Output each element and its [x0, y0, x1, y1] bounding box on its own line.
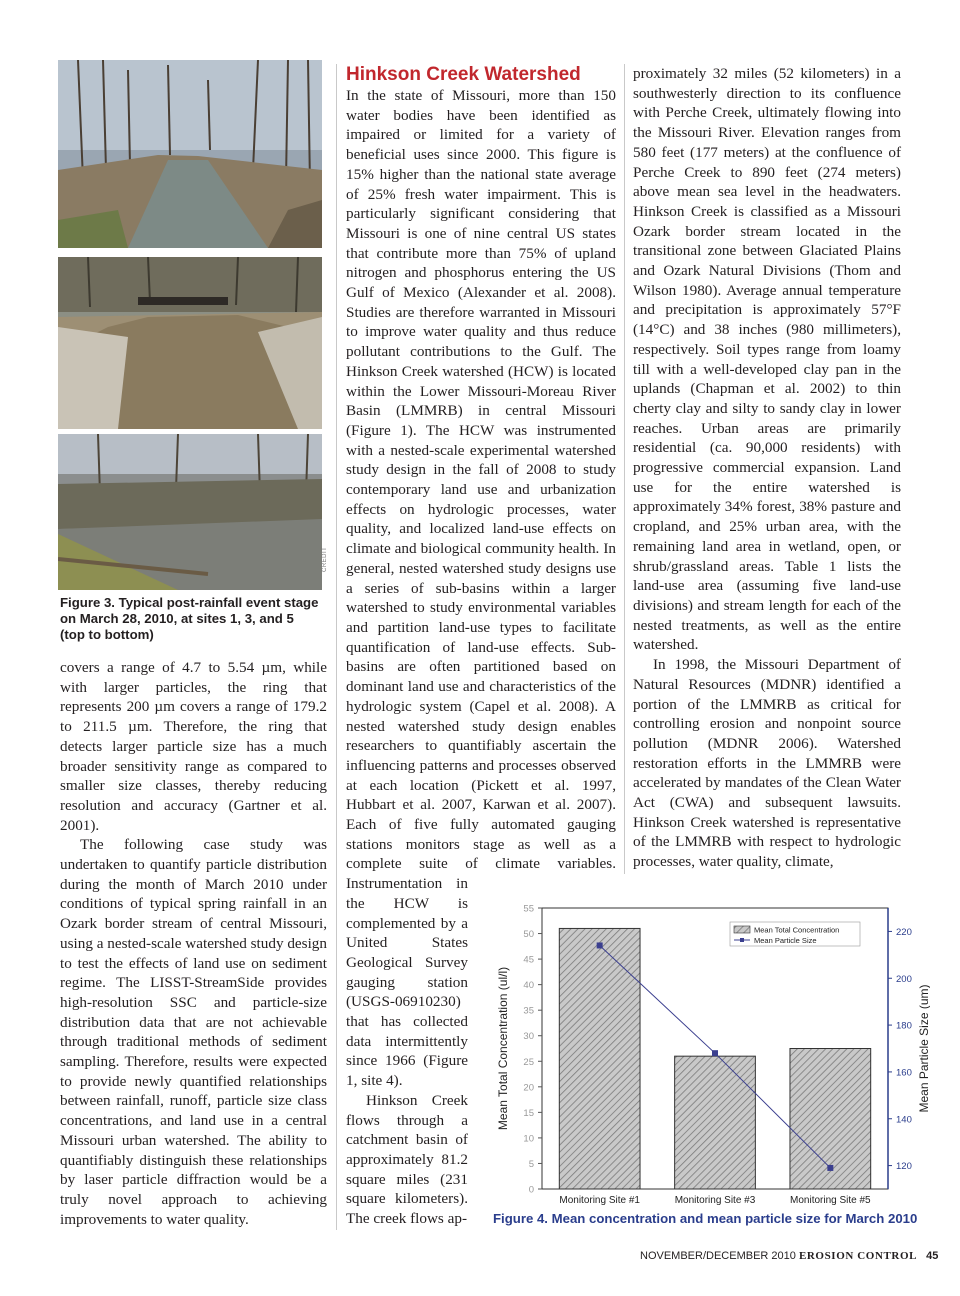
col2-paragraph-1: In the state of Missouri, more than 150 water bodies have been identified as impaired or limited for a variety of beneficial uses since 2000. This figure is 15% higher than the national state average of 25% fresh water impairment. This is particularly significant considering that Missouri is one of nine central US states that contribute more than 75% of upland nitrogen and phosphorus entering the US Gulf of Mexico (Alexander et al. 2008). Studies are therefore warranted in Missouri to improve water quality and thus reduce pollutant contributions to the Gulf. The Hinkson Creek watershed (HCW) is located within the Lower Missouri-Moreau River Basin (LMMRB) in central Missouri (Figure 1). The HCW was instrumented with a nested-scale experimental watershed study design in the fall of 2008 to study contemporary land use and urbanization effects on hydrologic processes, water quality, and localized land-use effects on climate and biological community health. In general, nested watershed study designs use a series of sub-basins within a larger watershed to study environmental variables and partition land-use types to facilitate quantification of land-use effects. Sub-basins are often partitioned based on dominant land use and characteristics of the hydrologic system (Capel et al. 2008). A nested watershed study design enables researchers to quantifiably ascertain the influencing patterns and processes observed at each location (Pickett et al. 1997, Hubbart et al. 2007, Karwan et al. 2007). Each of five fully automated gauging stations monitors stage as well as a complete suite of climate variables. Instrumentation in the HCW is complemented by a United States Geological Survey gauging station (USGS-06910230) that has collected data intermittently since 1966 (Figure 1, site 4).: [346, 87, 616, 1090]
left-tick-label: 35: [523, 1005, 534, 1017]
footer-magazine: EROSION CONTROL: [798, 1250, 918, 1262]
page-footer: [640, 1250, 938, 1262]
right-tick-label: 220: [896, 926, 912, 938]
column-rule-1: [336, 64, 337, 1230]
right-tick-label: 140: [896, 1114, 912, 1126]
col3-paragraph-1: proximately 32 miles (52 kilometers) in a southwesterly direction to its confluence with Perche Creek, ultimately flowing into the Missouri River. Elevation ranges from 580 feet (177 meters) at the confluence of Perche Creek to 890 feet (274 meters) above mean sea level in the headwaters. Hinkson Creek is classified as a Missouri Ozark border stream located in the transitional zone between Glaciated Plains and Ozark Natural Divisions (Thom and Wilson 1980). Average annual temperature and precipitation is approximately 57°F (14°C) and 38 inches (980 millimeters), respectively. Soil types range from loamy till with a well-developed clay pan in the uplands (Chapman et al. 2002) to thin cherty clay and silty to sandy clay in lower reaches. Urban areas are primarily residential (ca. 90,000 residents) with progressive commercial expansion. Land use for the entire watershed is approximately 34% forest, 38% pasture and cropland, and 25% urban area, with the remaining land area in wetland, open, or shrub/grassland areas. Table 1 lists the land-use area (assuming five land-use divisions) and stream length for each of the nested treatments, as well as the entire watershed.: [633, 65, 901, 654]
left-tick-label: 20: [523, 1082, 534, 1094]
left-tick-label: 55: [523, 903, 534, 915]
figure-4-caption: Figure 4. Mean concentration and mean particle size for March 2010: [493, 1211, 918, 1226]
bar-concentration: [559, 928, 640, 1189]
col2-paragraph-2: Hinkson Creek flows through a catchment basin of approximately 81.2 square miles (231 square kilometers). The creek flows ap-: [346, 1091, 468, 1228]
column-rule-2: [624, 64, 625, 874]
left-tick-label: 10: [523, 1133, 534, 1145]
x-tick-label: Monitoring Site #3: [674, 1195, 756, 1206]
left-tick-label: 5: [528, 1158, 534, 1170]
point-particle-size: [597, 942, 603, 948]
legend-label-particle-size: Mean Particle Size: [754, 936, 817, 945]
page-number: 45: [926, 1250, 939, 1262]
column-1: [60, 658, 327, 1229]
col1-paragraph-2: The following case study was undertaken to quantify particle distribution during the month of March 2010 under conditions of typical spring rainfall in an Ozark border stream of central Missouri, using a nested-scale watershed study design to test the effects of land use on sediment regime. The LISST-StreamSide provides high-resolution SSC and particle-size distribution data that are not achievable through traditional methods of sediment sampling. Therefore, results were expected to provide newly quantified relationships between rainfall, runoff, particle size class concentrations, and land use in a central Missouri urban watershed. The ability to quantifiably distinguish these relationships by laser particle diffraction would be a truly novel approach to achieving improvements to water quality.: [60, 836, 327, 1228]
col1-paragraph-1: covers a range of 4.7 to 5.54 µm, while with larger particles, the ring that represents 200 µm covers a range of 179.2 to 211.5 µm. Therefore, the ring that detects larger particle size has a much broader sensitivity range as compared to smaller size classes, thereby reducing resolution and accuracy (Gartner et al. 2001).: [60, 659, 327, 834]
right-tick-label: 120: [896, 1161, 912, 1173]
point-particle-size: [712, 1050, 718, 1056]
figure-4-chart: [490, 896, 930, 1208]
chart-svg: [490, 896, 930, 1208]
x-tick-label: Monitoring Site #1: [559, 1195, 640, 1206]
section-heading: Hinkson Creek Watershed: [346, 64, 581, 85]
left-tick-label: 15: [523, 1107, 534, 1119]
left-tick-label: 25: [523, 1056, 534, 1068]
left-tick-label: 50: [523, 929, 534, 941]
y-axis-right-label: Mean Particle Size (um): [917, 984, 930, 1113]
footer-issue: NOVEMBER/DECEMBER 2010: [640, 1250, 796, 1262]
left-tick-label: 30: [523, 1031, 534, 1043]
left-tick-label: 0: [528, 1184, 534, 1196]
legend-label-concentration: Mean Total Concentration: [754, 925, 840, 935]
right-tick-label: 200: [896, 973, 912, 985]
photo-credit: CREDIT: [322, 546, 328, 572]
x-tick-label: Monitoring Site #5: [790, 1195, 871, 1206]
legend-swatch-marker: [740, 938, 744, 942]
legend-swatch-bar: [734, 926, 750, 933]
site-1-stream-photo: [58, 60, 322, 248]
figure-3-caption: Figure 3. Typical post-rainfall event stage on March 28, 2010, at sites 1, 3, and 5 (top to bottom): [60, 595, 319, 642]
col3-paragraph-2: In 1998, the Missouri Department of Natural Resources (MDNR) identified a portion of the LMMRB as critical for controlling erosion and nonpoint source pollution (MDNR 2006). Watershed restoration efforts in the LMMRB were accelerated by mandates of the Clean Water Act (CWA) and subsequent lawsuits. Hinkson Creek watershed is representative of the LMMRB with respect to hydrologic processes, water quality, climate,: [633, 656, 901, 871]
site-5-stream-photo: [58, 434, 322, 590]
column-3: [633, 64, 901, 872]
right-tick-label: 180: [896, 1020, 912, 1032]
left-tick-label: 40: [523, 980, 534, 992]
point-particle-size: [827, 1165, 833, 1171]
right-tick-label: 160: [896, 1067, 912, 1079]
site-3-stream-photo: [58, 257, 322, 429]
left-tick-label: 45: [523, 954, 534, 966]
bar-concentration: [675, 1056, 756, 1189]
y-axis-label: Mean Total Concentration (ul/l): [496, 966, 510, 1131]
